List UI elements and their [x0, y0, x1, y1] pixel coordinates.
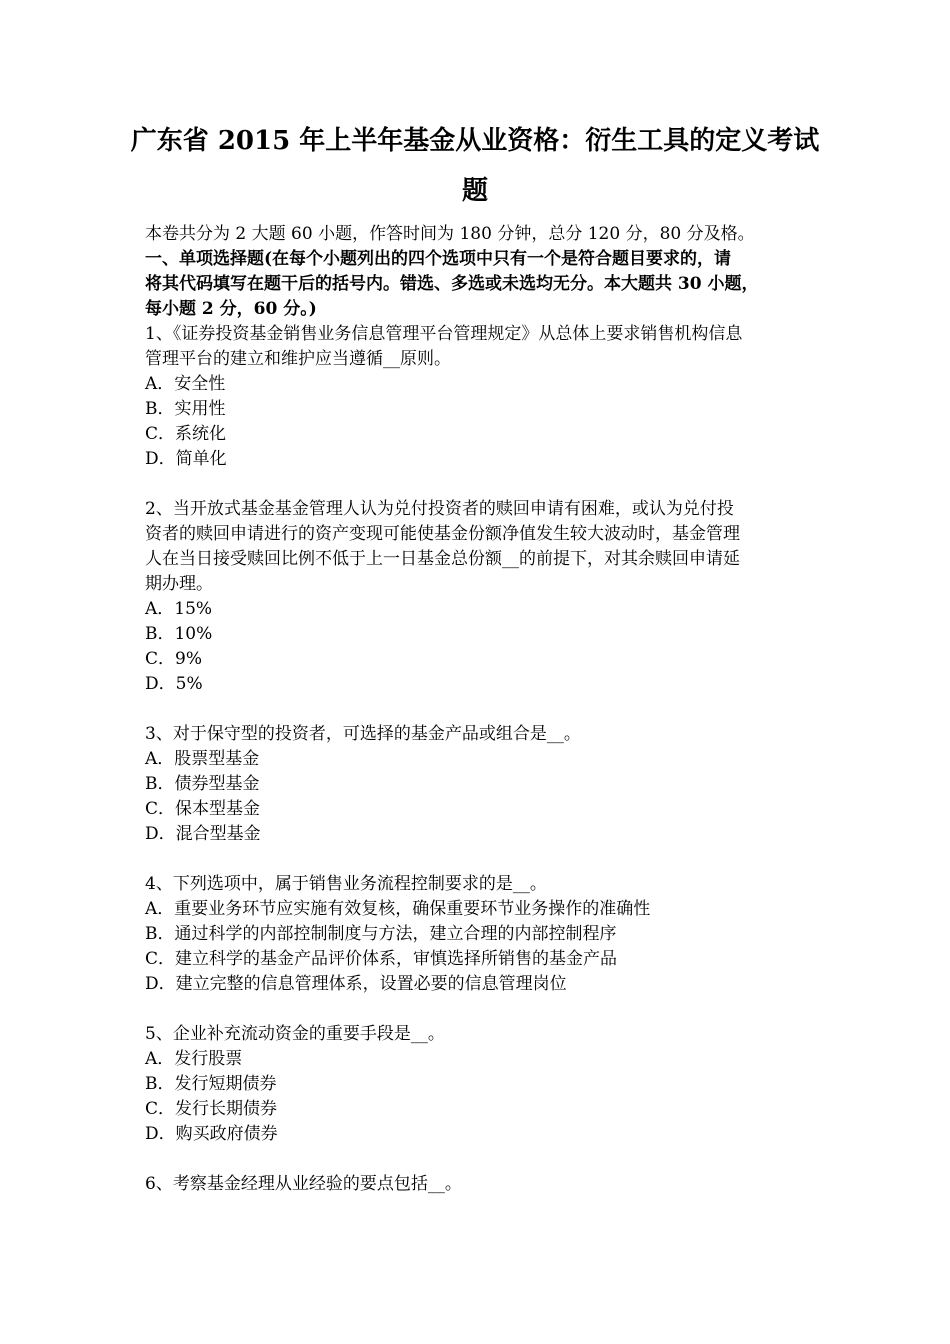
question-4 [145, 872, 810, 997]
option-d: D．建立完整的信息管理体系，设置必要的信息管理岗位 [145, 974, 567, 994]
spacer [145, 997, 810, 1022]
section-heading-line: 将其代码填写在题干后的括号内。错选、多选或未选均无分。本大题共 30 小题， [145, 274, 759, 294]
question-stem: 4、下列选项中，属于销售业务流程控制要求的是__。 [145, 874, 547, 894]
option-c: C．保本型基金 [145, 799, 261, 819]
option-a: A．安全性 [145, 374, 226, 394]
option-d: D．购买政府债券 [145, 1124, 278, 1144]
option-b: B．债券型基金 [145, 774, 260, 794]
question-3 [145, 722, 810, 847]
option-b: B．通过科学的内部控制制度与方法，建立合理的内部控制程序 [145, 924, 617, 944]
option-d: D．5% [145, 674, 203, 694]
question-stem: 人在当日接受赎回比例不低于上一日基金总份额__的前提下，对其余赎回申请延 [145, 549, 740, 569]
question-stem: 1、《证券投资基金销售业务信息管理平台管理规定》从总体上要求销售机构信息 [145, 324, 743, 344]
option-c: C．发行长期债券 [145, 1099, 278, 1119]
question-stem: 5、企业补充流动资金的重要手段是__。 [145, 1024, 445, 1044]
question-1 [145, 322, 810, 472]
exam-intro: 本卷共分为 2 大题 60 小题，作答时间为 180 分钟，总分 120 分，80 分及格。 [145, 224, 755, 244]
option-d: D．混合型基金 [145, 824, 261, 844]
option-c: C．系统化 [145, 424, 227, 444]
option-b: B．发行短期债券 [145, 1074, 277, 1094]
option-c: C．9% [145, 649, 202, 669]
option-b: B．实用性 [145, 399, 226, 419]
document-title: 广东省 2015 年上半年基金从业资格：衍生工具的定义考试题 [130, 126, 820, 206]
question-stem: 管理平台的建立和维护应当遵循__原则。 [145, 349, 451, 369]
option-a: A．股票型基金 [145, 749, 260, 769]
section-heading [145, 247, 810, 322]
question-stem: 期办理。 [145, 574, 213, 594]
spacer [145, 847, 810, 872]
option-a: A．重要业务环节应实施有效复核，确保重要环节业务操作的准确性 [145, 899, 651, 919]
spacer [145, 472, 810, 497]
question-stem: 资者的赎回申请进行的资产变现可能使基金份额净值发生较大波动时，基金管理 [145, 524, 740, 544]
spacer [145, 1147, 810, 1172]
question-stem: 6、考察基金经理从业经验的要点包括__。 [145, 1174, 462, 1194]
spacer [145, 697, 810, 722]
option-a: A．15% [145, 599, 213, 619]
option-d: D．简单化 [145, 449, 227, 469]
document-body [145, 222, 810, 1197]
question-stem: 3、对于保守型的投资者，可选择的基金产品或组合是__。 [145, 724, 581, 744]
section-heading-line: 一、单项选择题(在每个小题列出的四个选项中只有一个是符合题目要求的，请 [145, 249, 732, 269]
question-5 [145, 1022, 810, 1147]
section-heading-line: 每小题 2 分，60 分。) [145, 299, 317, 319]
question-2 [145, 497, 810, 697]
question-6 [145, 1172, 810, 1197]
option-b: B．10% [145, 624, 213, 644]
option-a: A．发行股票 [145, 1049, 243, 1069]
question-stem: 2、当开放式基金基金管理人认为兑付投资者的赎回申请有困难，或认为兑付投 [145, 499, 734, 519]
option-c: C．建立科学的基金产品评价体系，审慎选择所销售的基金产品 [145, 949, 618, 969]
